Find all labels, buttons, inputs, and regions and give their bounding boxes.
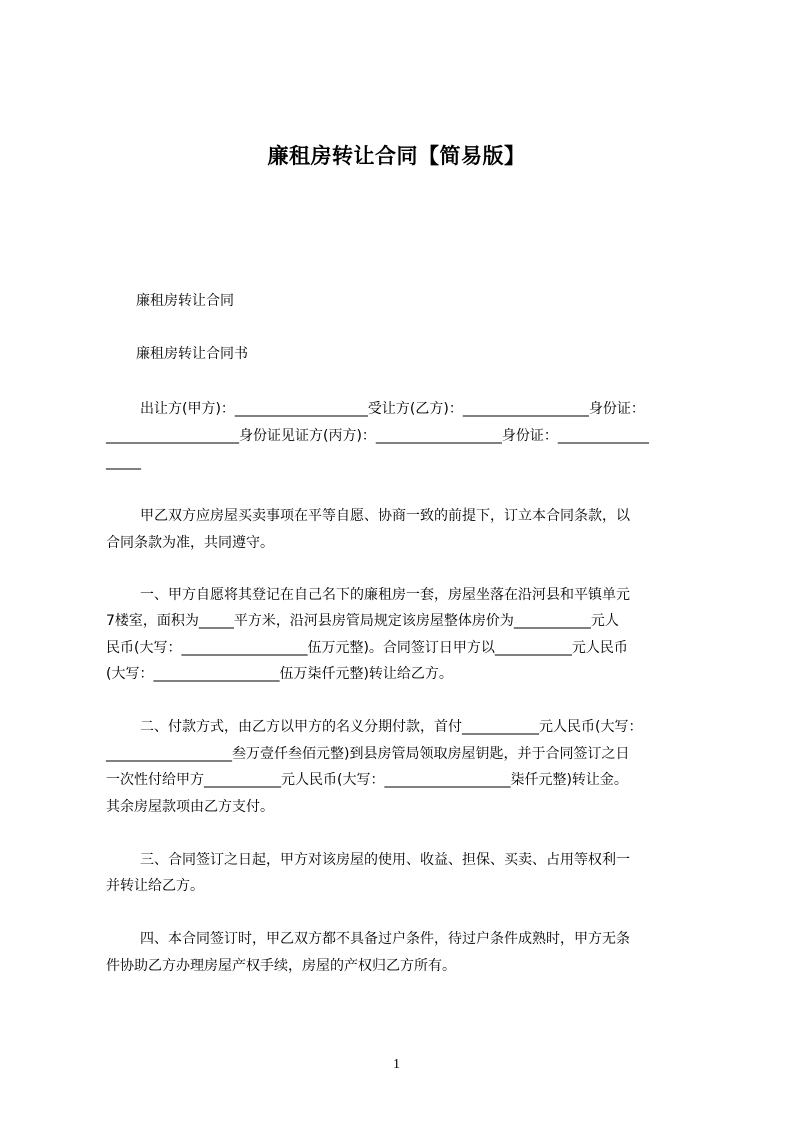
parties-line: 出让方(甲方)：___________________受让方(乙方)：__________________身份证： xyxy=(140,401,645,417)
clause-line: 7楼室，面积为_____平方米，沿河县房管局规定该房屋整体房价为___________元人 xyxy=(106,613,619,629)
intro-line: 甲乙双方应房屋买卖事项在平等自愿、协商一致的前提下，订立本合同条款，以 xyxy=(140,508,630,524)
page-number: 1 xyxy=(393,1057,400,1072)
parties-line: _____ xyxy=(106,454,141,470)
intro-line: 合同条款为准，共同遵守。 xyxy=(106,535,274,551)
parties-line: ___________________身份证见证方(丙方)：__________________身份证：_____________ xyxy=(106,428,649,444)
clause-line: 一次性付给甲方___________元人民币(大写：__________________柒仟元整)转让金。 xyxy=(106,772,628,788)
clause-line: 二、付款方式，由乙方以甲方的名义分期付款，首付___________元人民币(大写： xyxy=(140,719,643,735)
clause-line: 一、甲方自愿将其登记在自己名下的廉租房一套，房屋坐落在沿河县和平镇单元 xyxy=(140,587,630,603)
clause-line: 三、合同签订之日起，甲方对该房屋的使用、收益、担保、买卖、占用等权利一 xyxy=(140,852,630,868)
clause-line: 民币(大写：__________________伍万元整)。合同签订日甲方以___________元人民币 xyxy=(106,640,628,656)
clause-line: __________________叁万壹仟叁佰元整)到县房管局领取房屋钥匙，并于合同签订之日 xyxy=(106,746,630,762)
clause-line: 件协助乙方办理房屋产权手续，房屋的产权归乙方所有。 xyxy=(106,958,456,974)
subtitle-contract: 廉租房转让合同 xyxy=(136,293,234,309)
document-title: 廉租房转让合同【简易版】 xyxy=(267,144,526,168)
subtitle-contract-book: 廉租房转让合同书 xyxy=(136,346,248,362)
clause-line: 四、本合同签订时，甲乙双方都不具备过户条件，待过户条件成熟时，甲方无条 xyxy=(140,931,630,947)
clause-line: (大写：__________________伍万柒仟元整)转让给乙方。 xyxy=(106,666,453,682)
clause-line: 并转让给乙方。 xyxy=(106,878,204,894)
clause-line: 其余房屋款项由乙方支付。 xyxy=(106,799,274,815)
